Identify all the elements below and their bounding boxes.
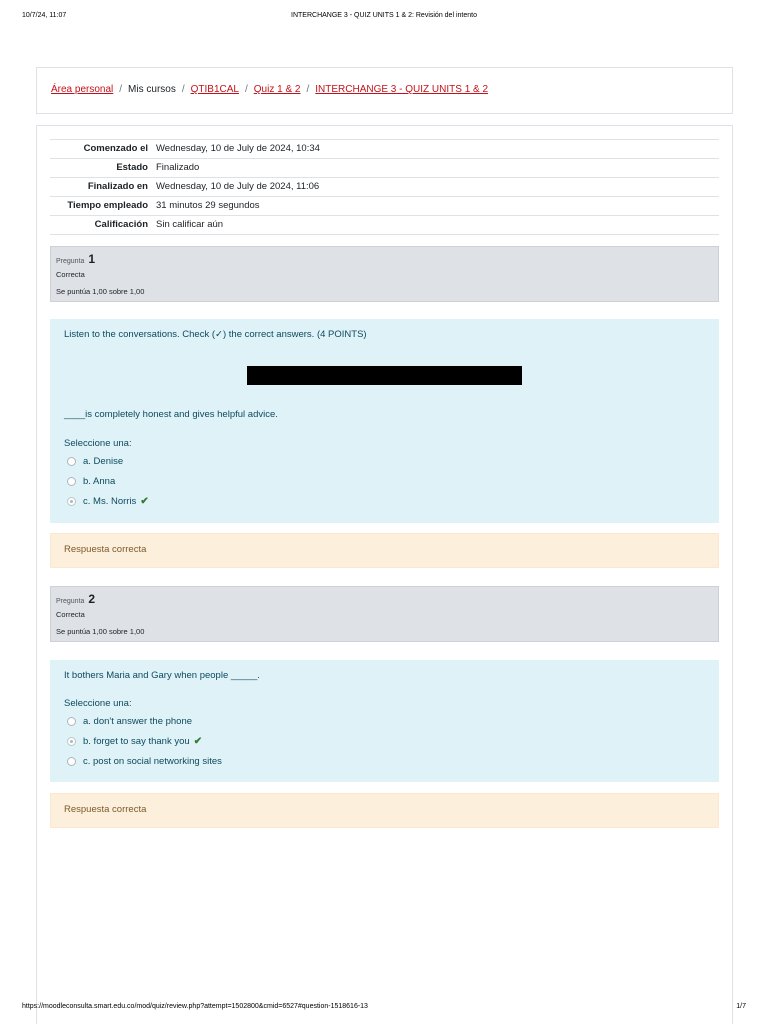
radio-icon[interactable] bbox=[67, 477, 76, 486]
breadcrumb-separator: / bbox=[244, 84, 248, 95]
question-prefix: Pregunta bbox=[56, 258, 85, 265]
print-header bbox=[0, 12, 768, 22]
breadcrumb-mis-cursos: Mis cursos bbox=[128, 84, 176, 95]
summary-label: Comenzado el bbox=[83, 143, 148, 154]
print-title: INTERCHANGE 3 - QUIZ UNITS 1 & 2: Revisión del intento bbox=[291, 12, 477, 19]
summary-row-time bbox=[50, 197, 719, 216]
summary-value: Sin calificar aún bbox=[156, 219, 224, 230]
summary-row-state bbox=[50, 159, 719, 178]
radio-icon[interactable] bbox=[67, 497, 76, 506]
answer-option-label: b. forget to say thank you bbox=[83, 736, 190, 747]
question-2-formulation bbox=[50, 660, 719, 782]
question-number bbox=[56, 592, 95, 606]
question-1-feedback bbox=[50, 533, 719, 568]
answer-option-label: a. don't answer the phone bbox=[83, 716, 193, 727]
select-label: Seleccione una: bbox=[64, 438, 132, 449]
question-prompt: It bothers Maria and Gary when people _____. bbox=[64, 670, 260, 681]
breadcrumb-course[interactable]: QTIB1CAL bbox=[190, 84, 239, 95]
question-number-value: 2 bbox=[88, 592, 96, 606]
summary-value: Wednesday, 10 de July de 2024, 10:34 bbox=[156, 143, 320, 154]
attempt-summary-table bbox=[50, 139, 719, 235]
question-1-info bbox=[50, 246, 719, 302]
breadcrumb-section[interactable]: Quiz 1 & 2 bbox=[253, 84, 301, 95]
question-state: Correcta bbox=[56, 270, 85, 279]
print-datetime: 10/7/24, 11:07 bbox=[22, 12, 67, 19]
question-1-formulation bbox=[50, 319, 719, 523]
breadcrumb bbox=[51, 84, 488, 95]
summary-value: 31 minutos 29 segundos bbox=[156, 200, 260, 211]
check-icon: ✔ bbox=[193, 736, 203, 747]
feedback-text: Respuesta correcta bbox=[64, 804, 147, 815]
question-prefix: Pregunta bbox=[56, 598, 85, 605]
answer-option-label: c. Ms. Norris bbox=[83, 496, 137, 507]
question-number-value: 1 bbox=[88, 252, 96, 266]
radio-icon[interactable] bbox=[67, 457, 76, 466]
radio-icon[interactable] bbox=[67, 717, 76, 726]
breadcrumb-separator: / bbox=[181, 84, 185, 95]
answer-option-b[interactable] bbox=[67, 476, 115, 487]
breadcrumb-quiz[interactable]: INTERCHANGE 3 - QUIZ UNITS 1 & 2 bbox=[315, 84, 489, 95]
check-icon: ✔ bbox=[140, 496, 149, 507]
breadcrumb-separator: / bbox=[119, 84, 123, 95]
answer-option-label: a. Denise bbox=[83, 456, 124, 467]
question-prompt: ____is completely honest and gives helpful advice. bbox=[64, 409, 278, 420]
breadcrumb-separator: / bbox=[306, 84, 310, 95]
question-2-info bbox=[50, 586, 719, 642]
summary-row-started bbox=[50, 140, 719, 159]
answer-option-a[interactable] bbox=[67, 716, 192, 727]
summary-row-finished bbox=[50, 178, 719, 197]
question-instruction: Listen to the conversations. Check (✓) the correct answers. (4 POINTS) bbox=[64, 329, 367, 340]
answer-option-c[interactable] bbox=[67, 496, 149, 507]
answer-option-label: b. Anna bbox=[83, 476, 116, 487]
summary-label: Estado bbox=[116, 162, 148, 173]
audio-player[interactable] bbox=[247, 366, 522, 385]
question-number bbox=[56, 252, 95, 266]
print-url: https://moodleconsulta.smart.edu.co/mod/quiz/review.php?attempt=1502800&cmid=6527#question-1518616-13 bbox=[22, 1003, 368, 1010]
breadcrumb-container bbox=[36, 67, 733, 114]
summary-value: Finalizado bbox=[156, 162, 200, 173]
answer-option-a[interactable] bbox=[67, 456, 123, 467]
summary-label: Calificación bbox=[94, 219, 148, 230]
question-state: Correcta bbox=[56, 610, 85, 619]
summary-label: Tiempo empleado bbox=[67, 200, 148, 211]
answer-option-b[interactable] bbox=[67, 736, 202, 747]
summary-row-grade bbox=[50, 216, 719, 235]
feedback-text: Respuesta correcta bbox=[64, 544, 147, 555]
radio-icon[interactable] bbox=[67, 737, 76, 746]
select-label: Seleccione una: bbox=[64, 698, 132, 709]
question-grade: Se puntúa 1,00 sobre 1,00 bbox=[56, 287, 145, 296]
answer-option-label: c. post on social networking sites bbox=[83, 756, 222, 767]
radio-icon[interactable] bbox=[67, 757, 76, 766]
answer-option-c[interactable] bbox=[67, 756, 222, 767]
summary-label: Finalizado en bbox=[87, 181, 148, 192]
question-grade: Se puntúa 1,00 sobre 1,00 bbox=[56, 627, 145, 636]
breadcrumb-area-personal[interactable]: Área personal bbox=[51, 84, 114, 95]
question-2-feedback bbox=[50, 793, 719, 828]
summary-value: Wednesday, 10 de July de 2024, 11:06 bbox=[156, 181, 320, 192]
print-page-number: 1/7 bbox=[736, 1003, 746, 1010]
